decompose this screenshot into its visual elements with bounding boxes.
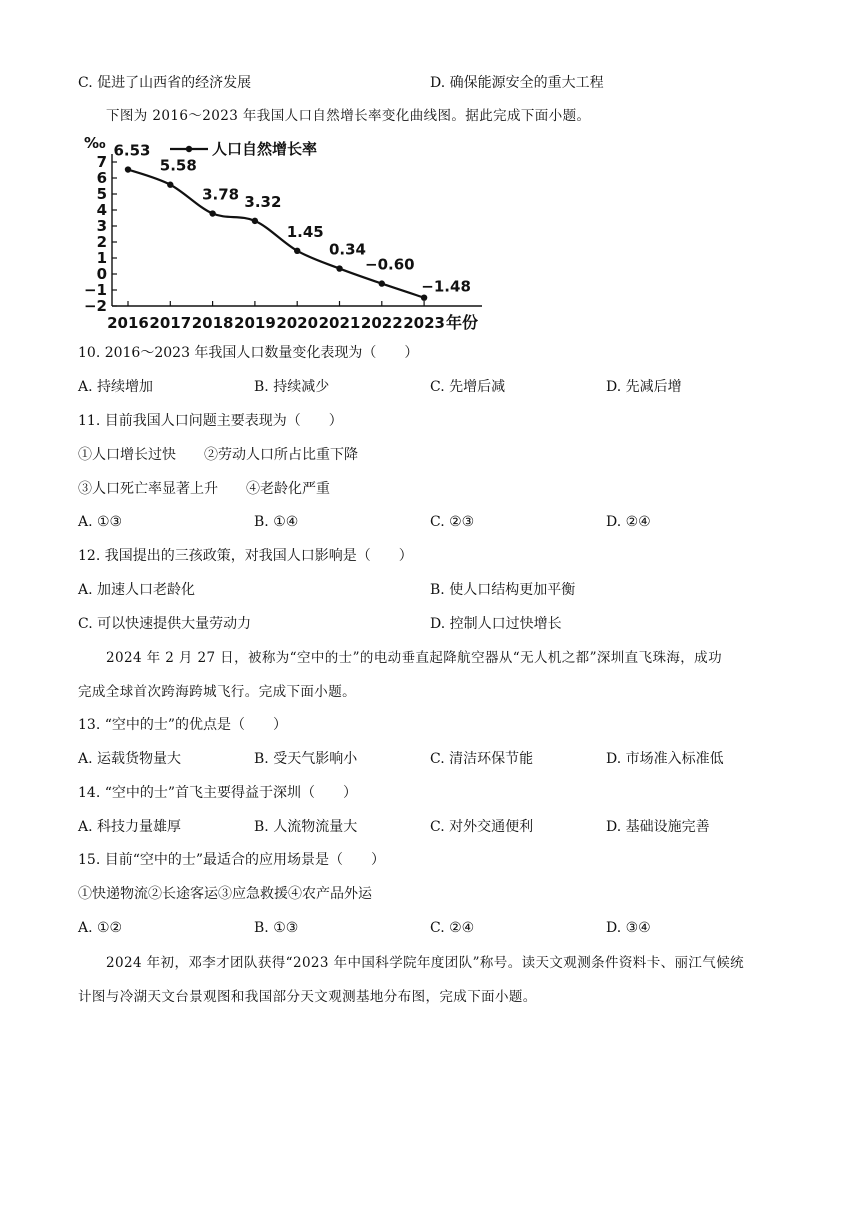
astronomy-intro-line2: 计图与冷湖天文台景观图和我国部分天文观测基地分布图，完成下面小题。 [78,989,537,1005]
y-tick-label: −2 [83,297,107,315]
legend-label: 人口自然增长率 [212,140,318,158]
data-label: 3.78 [202,185,240,204]
q13-option-c: C. 清洁环保节能 [430,751,534,767]
data-point [252,218,258,224]
x-tick-label: 2019 [234,314,276,332]
q10-option-c: C. 先增后减 [430,379,506,395]
data-label: 5.58 [159,156,197,175]
y-unit-label: ‰ [84,134,106,152]
q15-option-d: D. ③④ [606,920,651,936]
chart-series [125,166,428,301]
x-tick-label: 2021 [318,314,361,332]
y-tick-label: 4 [96,201,107,219]
air-taxi-intro-line2: 完成全球首次跨海跨城飞行。完成下面小题。 [78,684,356,700]
q9-option-d: D. 确保能源安全的重大工程 [430,75,604,91]
x-tick-label: 2018 [191,314,234,332]
x-tick-label: 2022 [360,314,403,332]
data-label: 0.34 [328,240,367,259]
q10-stem: 10. 2016～2023 年我国人口数量变化表现为（ ） [78,345,419,361]
q12-option-a: A. 加速人口老龄化 [78,582,196,598]
x-tick-label: 2016 [107,314,149,332]
q14-option-b: B. 人流物流量大 [254,819,358,835]
y-tick-label: 3 [96,217,107,235]
q14-option-a: A. 科技力量雄厚 [78,819,182,835]
y-tick-label: −1 [83,281,107,299]
q11-option-b: B. ①④ [254,514,299,530]
x-tick-label: 2023 [403,314,445,332]
data-point [379,280,385,286]
q11-items-line1: ①人口增长过快 ②劳动人口所占比重下降 [78,447,358,463]
y-tick-label: 2 [96,233,107,251]
q12-option-b: B. 使人口结构更加平衡 [430,582,576,598]
q12-option-d: D. 控制人口过快增长 [430,616,562,632]
q11-items-line2: ③人口死亡率显著上升 ④老龄化严重 [78,481,330,497]
y-tick-label: 1 [96,249,107,267]
data-point [209,210,215,216]
data-point [125,166,131,172]
data-point [294,248,300,254]
q15-option-b: B. ①③ [254,920,299,936]
data-point [167,182,173,188]
air-taxi-intro-line1: 2024 年 2 月 27 日，被称为“空中的士”的电动垂直起降航空器从“无人机之都”深圳直飞珠海，成功 [106,650,722,666]
q13-option-d: D. 市场准入标准低 [606,751,724,767]
data-point [336,265,342,271]
q13-option-a: A. 运载货物量大 [78,751,182,767]
data-label: 1.45 [286,222,324,241]
data-label: 3.32 [244,192,282,211]
q11-option-a: A. ①③ [78,514,123,530]
q14-option-d: D. 基础设施完善 [606,819,710,835]
y-tick-label: 0 [96,265,107,283]
data-label: 6.53 [113,141,151,160]
q11-stem: 11. 目前我国人口问题主要表现为（ ） [78,413,343,429]
q14-stem: 14. “空中的士”首飞主要得益于深圳（ ） [78,785,358,801]
q12-stem: 12. 我国提出的三孩政策，对我国人口影响是（ ） [78,548,413,564]
q15-option-c: C. ②④ [430,920,475,936]
y-tick-label: 6 [96,169,107,187]
data-labels [113,142,470,296]
q11-option-d: D. ②④ [606,514,651,530]
series-line-natural-growth [128,170,424,298]
y-tick-label: 7 [96,153,107,171]
y-tick-label: 5 [96,185,107,203]
q15-stem: 15. 目前“空中的士”最适合的应用场景是（ ） [78,852,386,868]
astronomy-intro-line1: 2024 年初，邓李才团队获得“2023 年中国科学院年度团队”称号。读天文观测条件资料卡、丽江气候统 [106,955,744,971]
q10-option-d: D. 先减后增 [606,379,682,395]
data-label: −1.48 [421,277,471,296]
q9-option-c: C. 促进了山西省的经济发展 [78,75,252,91]
q10-option-a: A. 持续增加 [78,379,154,395]
chart-intro-text: 下图为 2016～2023 年我国人口自然增长率变化曲线图。据此完成下面小题。 [106,108,591,124]
chart-legend [170,140,317,158]
x-tick-label: 2017 [149,314,192,332]
population-growth-chart [70,132,490,337]
x-tick-label: 2020 [276,314,319,332]
q14-option-c: C. 对外交通便利 [430,819,534,835]
q10-option-b: B. 持续减少 [254,379,330,395]
q15-items: ①快递物流②长途客运③应急救援④农产品外运 [78,886,372,902]
q11-option-c: C. ②③ [430,514,475,530]
q13-option-b: B. 受天气影响小 [254,751,358,767]
x-unit-label: 年份 [446,313,479,332]
q12-option-c: C. 可以快速提供大量劳动力 [78,616,252,632]
q15-option-a: A. ①② [78,920,123,936]
q13-stem: 13. “空中的士”的优点是（ ） [78,717,288,733]
data-label: −0.60 [365,255,415,274]
chart-axes [84,134,482,332]
legend-marker [186,146,192,152]
